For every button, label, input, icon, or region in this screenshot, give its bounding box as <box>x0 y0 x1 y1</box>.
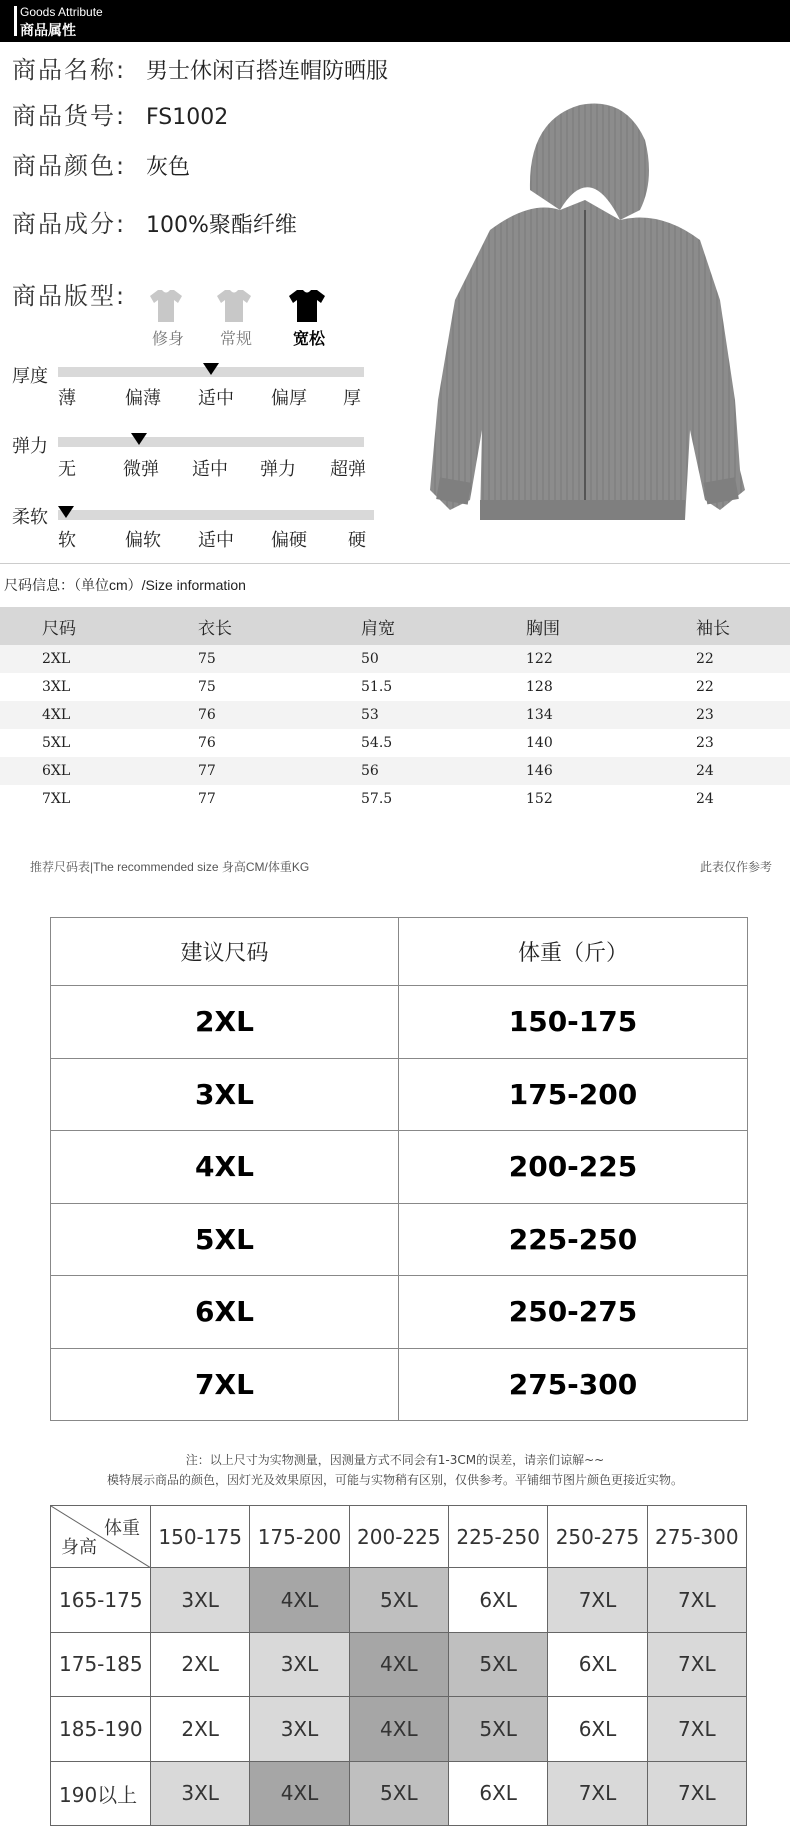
product-hoodie-image <box>420 100 760 530</box>
table-row <box>51 1131 748 1204</box>
height-row-header: 185-190 <box>51 1697 151 1762</box>
table-row <box>0 785 790 813</box>
header-accent-bar <box>14 6 17 36</box>
section-divider <box>0 563 790 564</box>
slider-tick: 适中 <box>198 388 234 409</box>
size-cell: 6XL <box>548 1632 647 1697</box>
slider-tick: 适中 <box>198 530 234 551</box>
height-row-header: 175-185 <box>51 1632 151 1697</box>
table-header-row <box>0 607 790 645</box>
table-cell: 75 <box>198 679 216 695</box>
attr-label: 商品名称: <box>12 56 127 84</box>
attr-label: 商品成分: <box>12 210 127 238</box>
table-cell: 140 <box>526 735 553 751</box>
slider-tick: 超弹 <box>330 459 366 480</box>
table-row <box>0 673 790 701</box>
table-cell: 122 <box>526 645 696 673</box>
height-row-header: 190以上 <box>51 1761 151 1826</box>
size-cell: 7XL <box>647 1697 746 1762</box>
slider-tick: 微弹 <box>123 459 159 480</box>
header-title-cn: 商品属性 <box>20 23 76 39</box>
height-weight-table <box>50 1505 747 1826</box>
table-cell: 23 <box>696 701 790 729</box>
size-info-title: 尺码信息：（单位cm）/Size information <box>4 577 246 593</box>
attr-value: 100%聚酯纤维 <box>146 213 297 238</box>
attr-name-row <box>12 50 388 85</box>
attr-color-row <box>12 146 190 181</box>
slider-softness-marker <box>58 506 74 518</box>
recommend-size-table <box>50 917 748 1421</box>
size-cell: 3XL <box>250 1697 349 1762</box>
recommend-caption: 推荐尺码表|The recommended size 身高CM/体重KG <box>30 860 310 874</box>
table-header-row <box>51 1506 747 1568</box>
table-cell: 2XL <box>0 645 198 673</box>
table-cell: 51.5 <box>361 679 393 695</box>
size-cell: 2XL <box>151 1632 250 1697</box>
size-info-table <box>0 607 790 813</box>
attr-value: 男士休闲百搭连帽防晒服 <box>146 59 389 84</box>
color-note: 模特展示商品的颜色，因灯光及效果原因，可能与实物稍有区别，仅供参考。平铺细节图片颜色更接近实物。 <box>106 1473 683 1487</box>
table-cell: 77 <box>198 791 216 807</box>
table-cell: 146 <box>526 757 696 785</box>
measurement-note: 注：以上尺寸为实物测量，因测量方式不同会有1-3CM的误差，请亲们谅解~~ <box>185 1453 605 1467</box>
table-cell: 24 <box>696 757 790 785</box>
table-cell: 53 <box>361 701 526 729</box>
size-cell: 6XL <box>548 1697 647 1762</box>
fit-option-slim: 修身 <box>152 329 185 348</box>
corner-height-label: 身高 <box>61 1537 97 1558</box>
attr-material-row <box>12 204 297 239</box>
size-cell: 4XL <box>250 1761 349 1826</box>
column-header: 肩宽 <box>361 607 526 645</box>
column-header: 胸围 <box>526 607 696 645</box>
slider-elasticity-title: 弹力 <box>12 436 48 457</box>
table-cell: 152 <box>526 791 553 807</box>
fit-option-regular: 常规 <box>220 329 253 348</box>
size-cell: 7XL <box>647 1568 746 1633</box>
attr-label: 商品版型: <box>12 282 127 310</box>
table-cell: 76 <box>198 701 361 729</box>
table-cell: 57.5 <box>361 791 393 807</box>
weight-column-header: 225-250 <box>448 1506 547 1568</box>
table-cell: 24 <box>696 791 714 807</box>
table-cell: 54.5 <box>361 735 393 751</box>
table-cell: 3XL <box>42 679 71 695</box>
attr-label: 商品颜色: <box>12 152 127 180</box>
table-row <box>0 729 790 757</box>
table-cell: 134 <box>526 701 696 729</box>
size-cell: 2XL <box>151 1697 250 1762</box>
slider-tick: 偏软 <box>125 530 161 551</box>
size-cell: 5XL <box>349 1761 448 1826</box>
slider-elasticity-bar <box>58 437 364 447</box>
attr-value: 灰色 <box>146 155 191 180</box>
weight-cell: 250-275 <box>399 1276 748 1349</box>
slider-tick: 偏硬 <box>271 530 307 551</box>
table-row <box>51 1568 747 1633</box>
fit-option-loose: 宽松 <box>293 329 326 348</box>
table-cell: 4XL <box>0 701 198 729</box>
table-header-row <box>51 918 748 986</box>
size-cell: 5XL <box>448 1632 547 1697</box>
table-row <box>0 757 790 785</box>
size-cell: 6XL <box>51 1276 399 1349</box>
table-cell: 77 <box>198 757 361 785</box>
table-cell: 75 <box>198 645 361 673</box>
weight-cell: 200-225 <box>399 1131 748 1204</box>
weight-column-header: 250-275 <box>548 1506 647 1568</box>
table-row <box>51 1697 747 1762</box>
table-cell: 22 <box>696 679 714 695</box>
size-cell: 3XL <box>51 1058 399 1131</box>
tshirt-regular-icon <box>214 288 254 324</box>
header-title-en: Goods Attribute <box>20 5 103 19</box>
column-header: 袖长 <box>696 607 790 645</box>
slider-softness-title: 柔软 <box>12 507 48 528</box>
weight-column-header: 275-300 <box>647 1506 746 1568</box>
size-cell: 7XL <box>548 1761 647 1826</box>
size-cell: 3XL <box>151 1568 250 1633</box>
attr-fit-row <box>12 276 146 311</box>
size-cell: 3XL <box>151 1761 250 1826</box>
corner-weight-label: 体重 <box>104 1518 140 1539</box>
table-row <box>0 645 790 673</box>
table-row <box>0 701 790 729</box>
weight-cell: 225-250 <box>399 1203 748 1276</box>
table-cell: 6XL <box>0 757 198 785</box>
size-cell: 2XL <box>51 986 399 1059</box>
size-cell: 5XL <box>51 1203 399 1276</box>
slider-tick: 硬 <box>348 530 366 551</box>
size-cell: 7XL <box>647 1761 746 1826</box>
table-cell: 7XL <box>42 791 71 807</box>
size-cell: 4XL <box>349 1632 448 1697</box>
table-row <box>51 1276 748 1349</box>
tshirt-loose-icon <box>287 288 327 324</box>
column-header: 尺码 <box>0 607 198 645</box>
size-cell: 5XL <box>349 1568 448 1633</box>
table-row <box>51 1203 748 1276</box>
slider-thickness-marker <box>203 363 219 375</box>
height-row-header: 165-175 <box>51 1568 151 1633</box>
tshirt-slim-icon <box>146 288 186 324</box>
table-cell: 56 <box>361 757 526 785</box>
size-cell: 4XL <box>349 1697 448 1762</box>
slider-tick: 软 <box>58 530 76 551</box>
section-header <box>0 0 790 42</box>
slider-thickness-title: 厚度 <box>12 366 48 387</box>
slider-softness-bar <box>58 510 374 520</box>
table-cell: 50 <box>361 645 526 673</box>
slider-elasticity-marker <box>131 433 147 445</box>
table-cell: 22 <box>696 645 790 673</box>
table-cell: 128 <box>526 679 553 695</box>
slider-tick: 厚 <box>343 388 361 409</box>
size-cell: 6XL <box>448 1568 547 1633</box>
table-corner-cell <box>51 1506 151 1568</box>
slider-tick: 适中 <box>192 459 228 480</box>
table-row <box>51 1058 748 1131</box>
table-row <box>51 1632 747 1697</box>
size-cell: 7XL <box>548 1568 647 1633</box>
size-cell: 4XL <box>51 1131 399 1204</box>
slider-tick: 偏薄 <box>125 388 161 409</box>
weight-column-header: 150-175 <box>151 1506 250 1568</box>
recommend-note: 此表仅作参考 <box>699 860 772 874</box>
slider-tick: 弹力 <box>260 459 296 480</box>
slider-tick: 薄 <box>58 388 76 409</box>
table-row <box>51 1761 747 1826</box>
table-row <box>51 1348 748 1421</box>
size-cell: 5XL <box>448 1697 547 1762</box>
table-cell: 76 <box>198 735 216 751</box>
column-header: 建议尺码 <box>51 918 399 986</box>
size-cell: 7XL <box>647 1632 746 1697</box>
weight-column-header: 200-225 <box>349 1506 448 1568</box>
slider-tick: 偏厚 <box>271 388 307 409</box>
size-cell: 6XL <box>448 1761 547 1826</box>
table-cell: 5XL <box>42 735 71 751</box>
size-cell: 4XL <box>250 1568 349 1633</box>
size-cell: 7XL <box>51 1348 399 1421</box>
table-row <box>51 986 748 1059</box>
size-cell: 3XL <box>250 1632 349 1697</box>
table-cell: 23 <box>696 735 714 751</box>
column-header: 体重（斤） <box>399 918 748 986</box>
weight-cell: 275-300 <box>399 1348 748 1421</box>
weight-cell: 150-175 <box>399 986 748 1059</box>
column-header: 衣长 <box>198 607 361 645</box>
weight-cell: 175-200 <box>399 1058 748 1131</box>
attr-label: 商品货号: <box>12 102 127 130</box>
attr-sku-row <box>12 96 228 131</box>
slider-tick: 无 <box>58 459 76 480</box>
attr-value: FS1002 <box>146 105 229 130</box>
weight-column-header: 175-200 <box>250 1506 349 1568</box>
